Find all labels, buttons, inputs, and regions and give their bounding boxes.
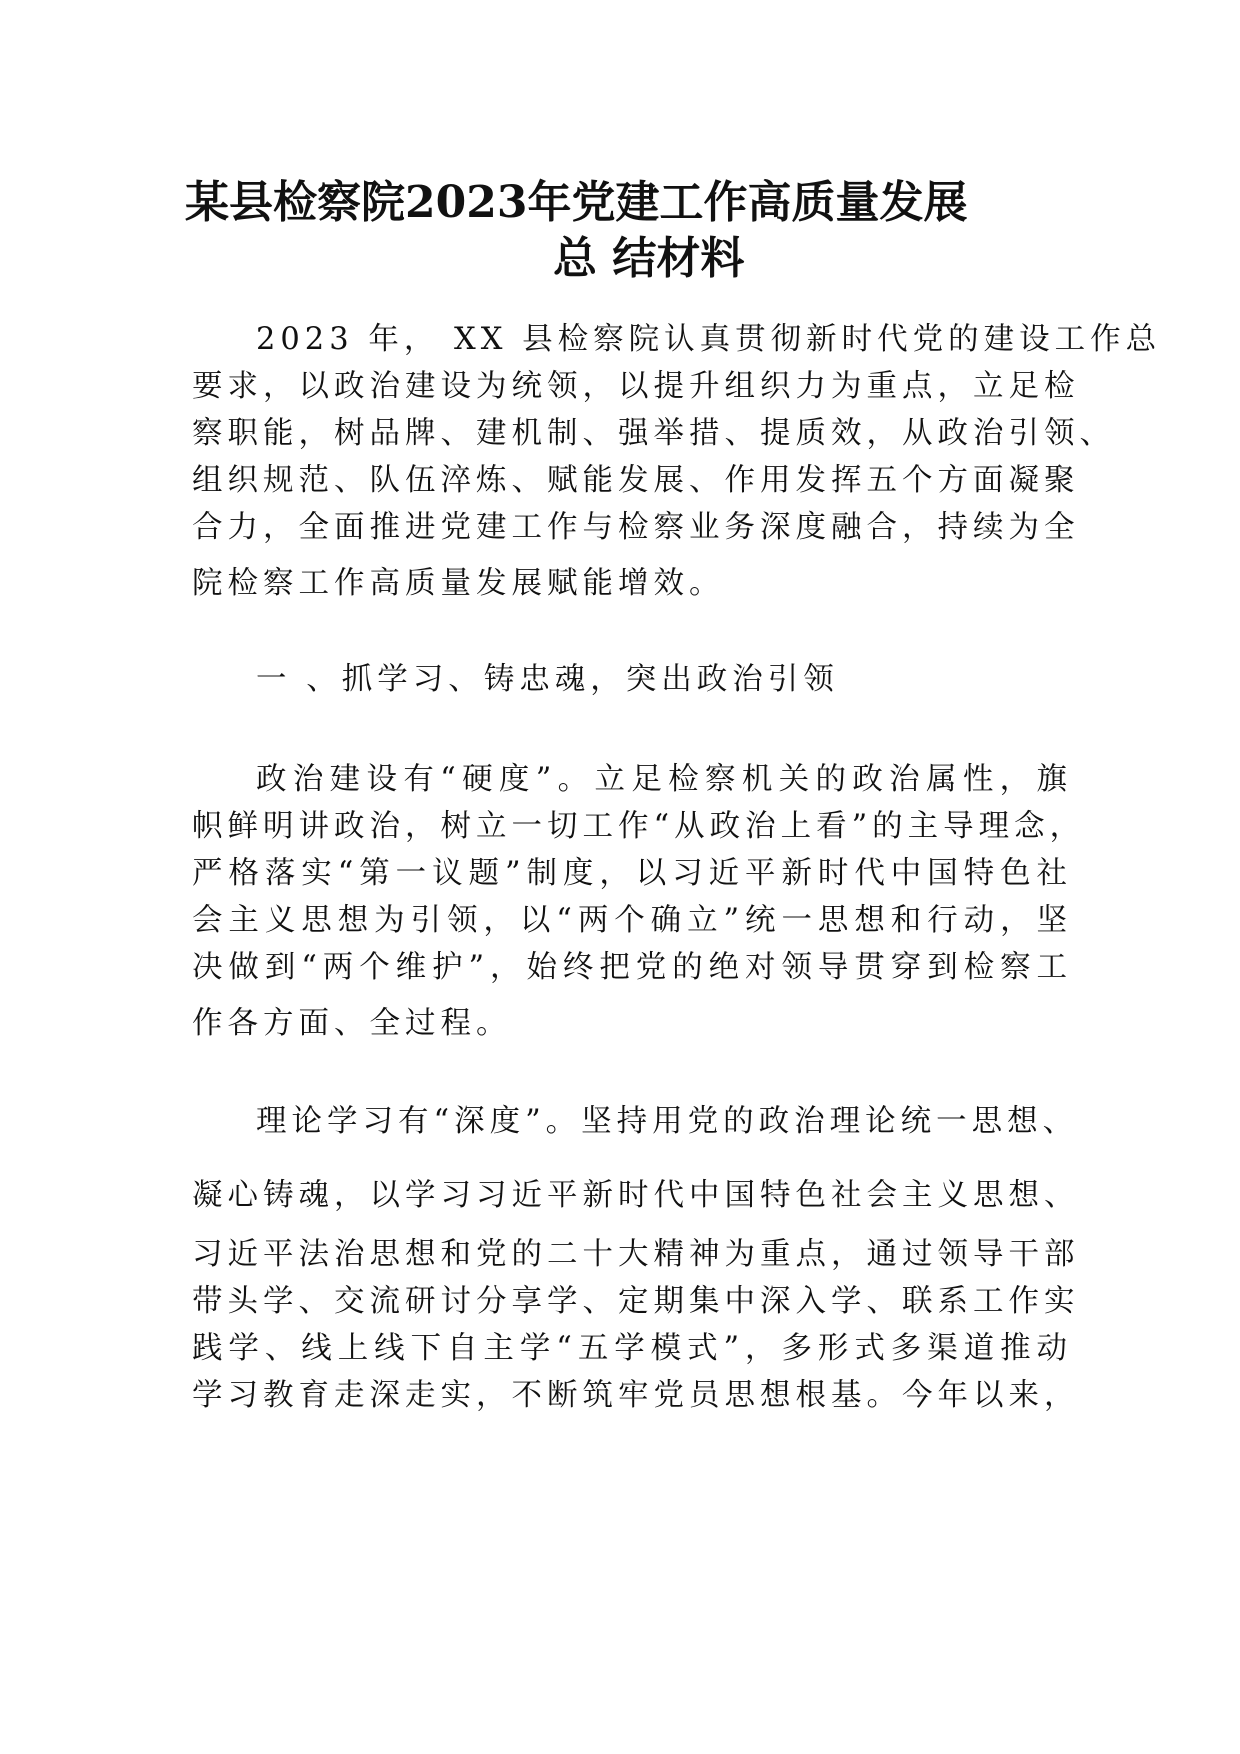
paragraph-3-line: 践学、线上线下自主学“五学模式”，多形式多渠道推动: [192, 1331, 1072, 1366]
paragraph-2-line: 严格落实“第一议题”制度，以习近平新时代中国特色社: [192, 856, 1072, 891]
paragraph-1-line: 组织规范、队伍淬炼、赋能发展、作用发挥五个方面凝聚: [192, 463, 1080, 498]
paragraph-1-line: 合力，全面推进党建工作与检察业务深度融合，持续为全: [192, 510, 1080, 545]
paragraph-1-line: 要求，以政治建设为统领，以提升组织力为重点，立足检: [192, 369, 1080, 404]
title-line-1: 某县检察院2023年党建工作高质量发展: [185, 177, 968, 228]
section-1-heading: 一 、抓学习、铸忠魂，突出政治引领: [256, 662, 839, 697]
title-line-2: 总 结材料: [553, 233, 745, 284]
paragraph-1-line: 院检察工作高质量发展赋能增效。: [192, 566, 725, 601]
paragraph-3-line: 凝心铸魂，以学习习近平新时代中国特色社会主义思想、: [192, 1178, 1080, 1213]
paragraph-2-line: 作各方面、全过程。: [192, 1006, 512, 1041]
paragraph-3-line: 理论学习有“深度”。坚持用党的政治理论统一思想、: [256, 1104, 1079, 1139]
paragraph-2-line: 决做到“两个维护”，始终把党的绝对领导贯穿到检察工: [192, 950, 1072, 985]
paragraph-2-line: 政治建设有“硬度”。立足检察机关的政治属性，旗: [256, 762, 1072, 797]
paragraph-3-line: 习近平法治思想和党的二十大精神为重点，通过领导干部: [192, 1237, 1080, 1272]
paragraph-1-line: 察职能，树品牌、建机制、强举措、提质效，从政治引领、: [192, 416, 1115, 451]
paragraph-3-line: 带头学、交流研讨分享学、定期集中深入学、联系工作实: [192, 1284, 1080, 1319]
paragraph-2-line: 会主义思想为引领，以“两个确立”统一思想和行动，坚: [192, 903, 1072, 938]
paragraph-1-line: 2023 年， XX 县检察院认真贯彻新时代党的建设工作总: [256, 322, 1162, 357]
paragraph-3-line: 学习教育走深走实，不断筑牢党员思想根基。今年以来，: [192, 1378, 1080, 1413]
document-title: [185, 175, 1085, 287]
paragraph-2-line: 帜鲜明讲政治，树立一切工作“从政治上看”的主导理念，: [192, 809, 1086, 844]
